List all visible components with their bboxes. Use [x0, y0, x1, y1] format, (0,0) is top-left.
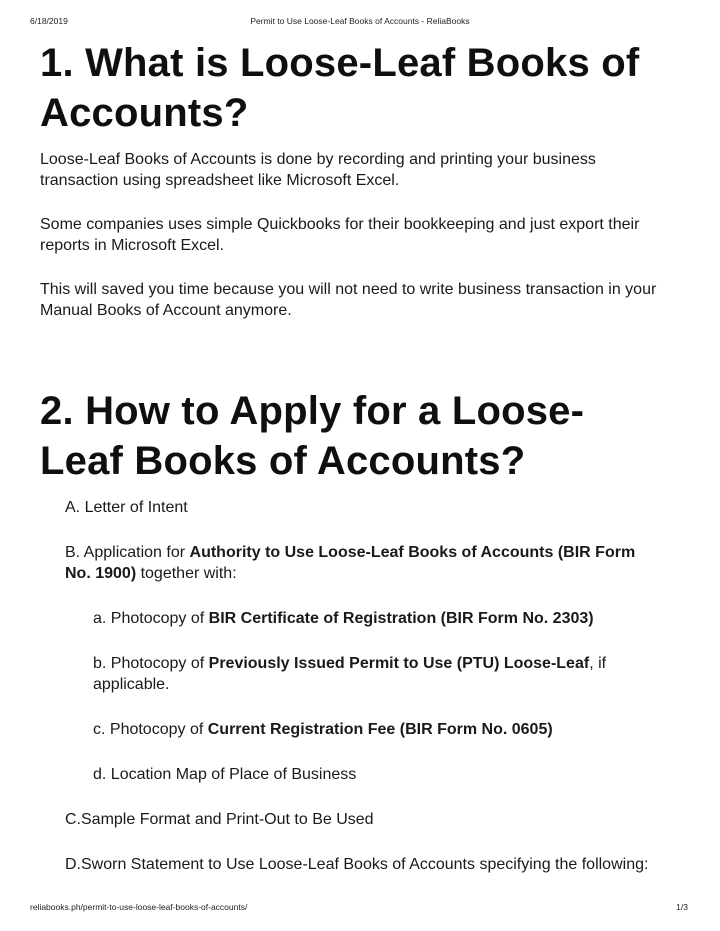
requirement-text: d. Location Map of Place of Business: [93, 766, 357, 783]
requirement-a-letter-of-intent: [40, 497, 680, 518]
section-1-paragraph-1: Loose-Leaf Books of Accounts is done by recording and printing your business transaction using spreadsheet like Microsoft Excel.: [40, 151, 596, 189]
article-body: [40, 38, 680, 875]
requirement-b-d-location-map: [40, 764, 680, 785]
requirement-bold: Authority to Use Loose-Leaf Books of Accounts (BIR Form No. 1900): [65, 544, 636, 582]
requirement-text: D.Sworn Statement to Use Loose-Leaf Books of Accounts specifying the following:: [65, 856, 649, 873]
page-footer: [0, 902, 720, 916]
requirement-d-sworn-statement: [40, 854, 655, 875]
requirement-suffix: , if applicable.: [93, 655, 607, 693]
document-title: Permit to Use Loose-Leaf Books of Accounts - ReliaBooks: [250, 16, 470, 26]
requirement-text: A. Letter of Intent: [65, 499, 188, 516]
requirement-text: C.Sample Format and Print-Out to Be Used: [65, 811, 374, 828]
requirement-bold: Previously Issued Permit to Use (PTU) Loose-Leaf: [208, 655, 590, 672]
requirement-b-a-cor: [40, 608, 680, 629]
page-number: 1/3: [676, 902, 688, 912]
requirement-prefix: b. Photocopy of: [93, 655, 209, 672]
requirement-b-b-ptu: [40, 653, 678, 695]
section-1-paragraph-3: This will saved you time because you will not need to write business transaction in your Manual Books of Account anymore.: [40, 281, 657, 319]
print-date: 6/18/2019: [30, 16, 68, 26]
requirement-bold: BIR Certificate of Registration (BIR Form No. 2303): [208, 610, 594, 627]
requirement-b-application: [40, 542, 665, 584]
requirement-c-sample-format: [40, 809, 680, 830]
section-1-paragraph-2: Some companies uses simple Quickbooks for their bookkeeping and just export their reports in Microsoft Excel.: [40, 216, 640, 254]
requirement-prefix: B. Application for: [65, 544, 190, 561]
requirement-prefix: c. Photocopy of: [93, 721, 208, 738]
requirement-prefix: a. Photocopy of: [93, 610, 209, 627]
requirement-bold: Current Registration Fee (BIR Form No. 0605): [207, 721, 553, 738]
page-url: reliabooks.ph/permit-to-use-loose-leaf-books-of-accounts/: [30, 902, 248, 912]
requirement-suffix: together with:: [136, 565, 237, 582]
section-1-heading: 1. What is Loose-Leaf Books of Accounts?: [40, 41, 640, 135]
section-2-heading: 2. How to Apply for a Loose-Leaf Books of Accounts?: [40, 389, 585, 483]
page-header: [0, 16, 720, 30]
requirement-b-c-registration-fee: [40, 719, 680, 740]
